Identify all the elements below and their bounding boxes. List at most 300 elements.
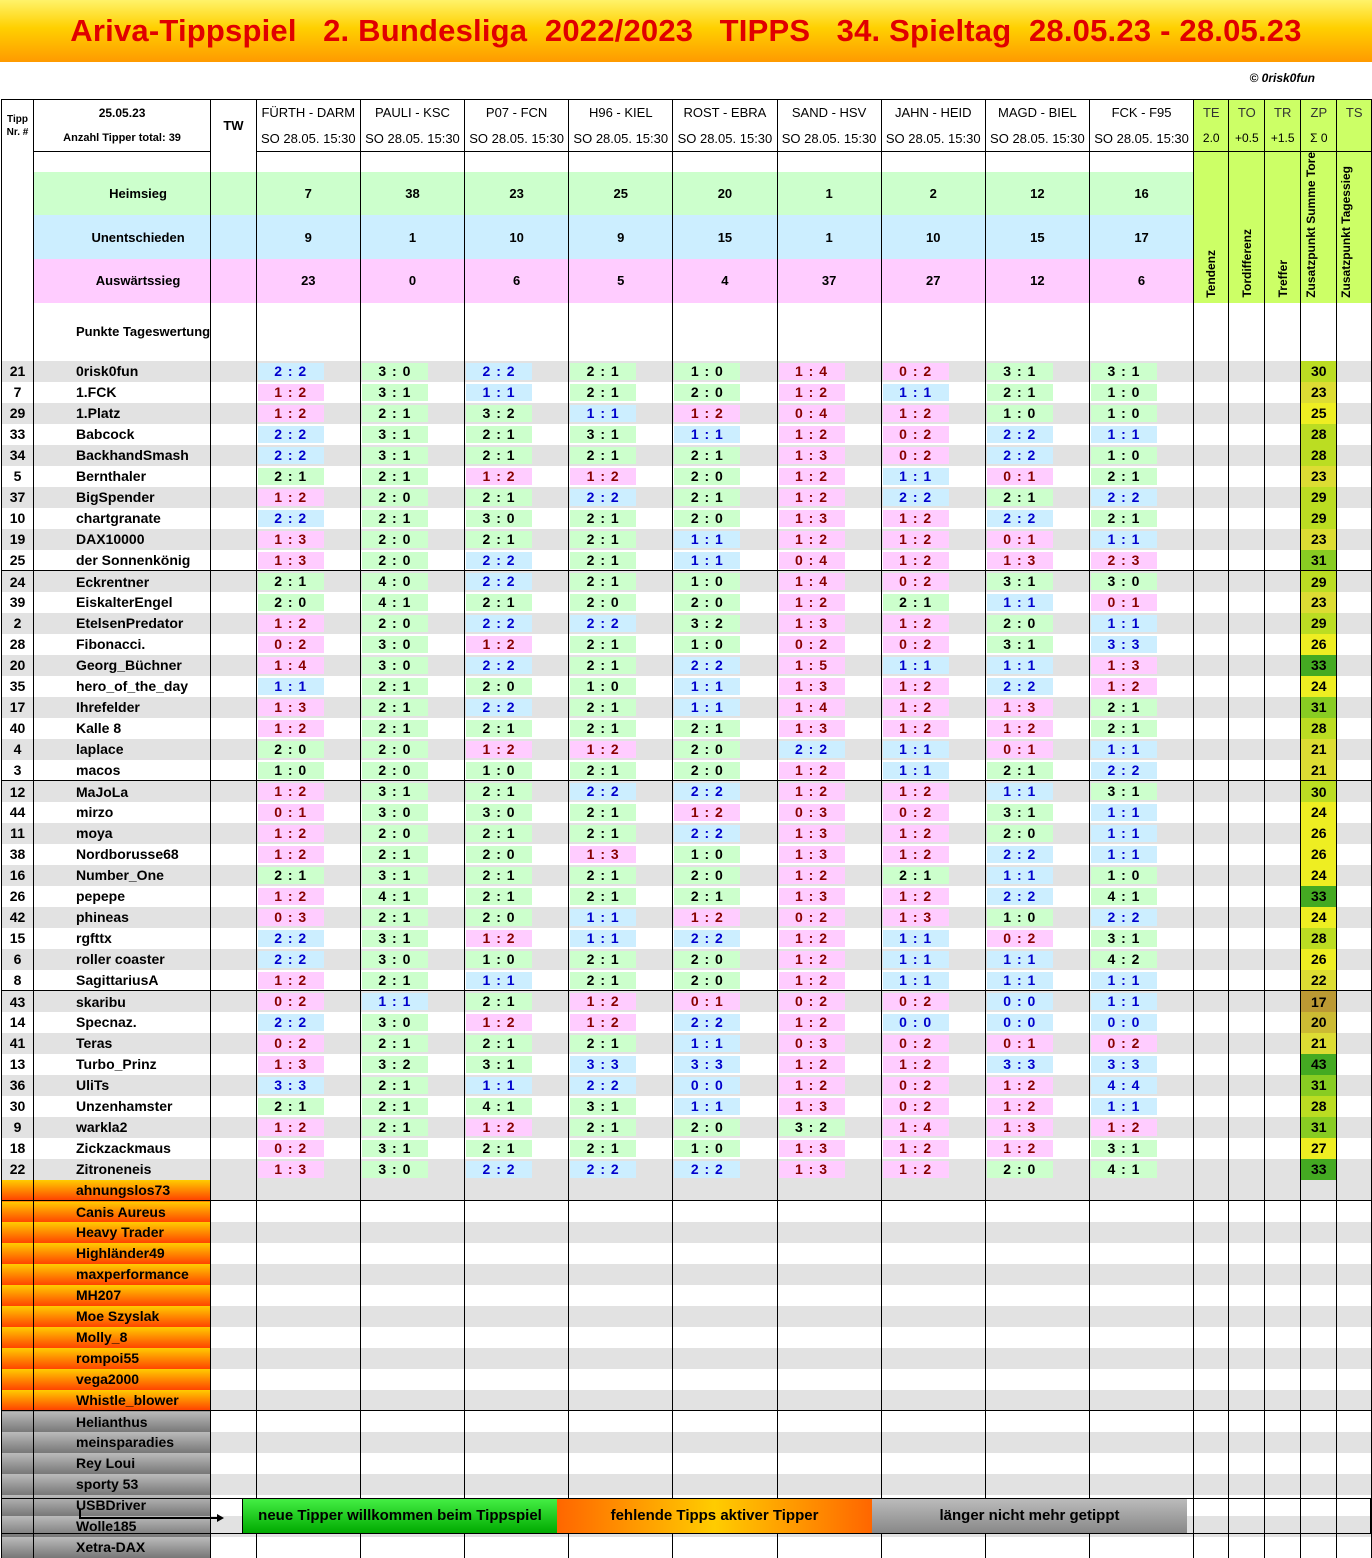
tip-value: 4 : 2 bbox=[1091, 951, 1157, 968]
tip-value: 2 : 2 bbox=[258, 363, 324, 380]
date-header: 25.05.23 bbox=[34, 100, 211, 126]
tip-value: 2 : 2 bbox=[674, 930, 740, 947]
tip-cell bbox=[465, 1054, 569, 1075]
tip-value: 1 : 1 bbox=[570, 930, 636, 947]
tip-cell bbox=[777, 991, 881, 1012]
tip-cell bbox=[465, 571, 569, 592]
tip-cell bbox=[360, 718, 464, 739]
tip-cell bbox=[256, 529, 360, 550]
legend-missing: fehlende Tipps aktiver Tipper bbox=[557, 1499, 872, 1533]
tip-value: 2 : 0 bbox=[362, 762, 428, 779]
tip-cell bbox=[360, 802, 464, 823]
tip-cell bbox=[360, 571, 464, 592]
player-nr: 13 bbox=[2, 1054, 34, 1075]
inactive-player-name: USBDriver bbox=[34, 1495, 211, 1516]
tip-cell bbox=[1089, 949, 1193, 970]
tip-cell bbox=[569, 550, 673, 571]
player-nr: 18 bbox=[2, 1138, 34, 1159]
tip-value: 2 : 2 bbox=[883, 489, 949, 506]
tip-cell bbox=[1089, 823, 1193, 844]
tip-cell bbox=[360, 382, 464, 403]
player-name: BackhandSmash bbox=[34, 445, 211, 466]
tip-value: 0 : 1 bbox=[1091, 594, 1157, 611]
tip-cell bbox=[777, 718, 881, 739]
zp-value: 26 bbox=[1301, 844, 1337, 865]
zp-value: 29 bbox=[1301, 487, 1337, 508]
zp-value: 23 bbox=[1301, 592, 1337, 613]
tip-cell bbox=[985, 592, 1089, 613]
tip-value: 2 : 2 bbox=[258, 1014, 324, 1031]
tip-value: 2 : 1 bbox=[570, 720, 636, 737]
player-row bbox=[2, 592, 1372, 613]
player-row bbox=[2, 382, 1372, 403]
missing-row bbox=[2, 1390, 1372, 1411]
tip-value: 2 : 2 bbox=[987, 426, 1053, 443]
tip-value: 2 : 1 bbox=[466, 867, 532, 884]
tip-value: 1 : 2 bbox=[466, 636, 532, 653]
tip-cell bbox=[985, 403, 1089, 424]
legend-new: neue Tipper willkommen beim Tippspiel bbox=[242, 1499, 557, 1533]
player-name: Nordborusse68 bbox=[34, 844, 211, 865]
tip-cell bbox=[569, 823, 673, 844]
heim-count-2: 23 bbox=[465, 172, 569, 216]
player-name: der Sonnenkönig bbox=[34, 550, 211, 571]
tip-cell bbox=[777, 928, 881, 949]
tip-value: 2 : 1 bbox=[987, 384, 1053, 401]
tip-cell bbox=[569, 760, 673, 781]
tip-cell bbox=[569, 508, 673, 529]
tip-cell bbox=[569, 1138, 673, 1159]
tip-cell bbox=[360, 739, 464, 760]
tip-value: 2 : 2 bbox=[674, 1014, 740, 1031]
tip-value: 1 : 1 bbox=[674, 678, 740, 695]
zp-value: 22 bbox=[1301, 970, 1337, 991]
tip-cell bbox=[985, 571, 1089, 592]
player-name: Babcock bbox=[34, 424, 211, 445]
tip-cell bbox=[985, 1159, 1089, 1180]
tip-cell bbox=[465, 424, 569, 445]
heim-count-5: 1 bbox=[777, 172, 881, 216]
tip-value: 3 : 0 bbox=[362, 951, 428, 968]
tip-cell bbox=[465, 676, 569, 697]
match-name-6: JAHN - HEID bbox=[881, 100, 985, 126]
zp-value: 29 bbox=[1301, 613, 1337, 634]
tip-value: 0 : 2 bbox=[258, 993, 324, 1010]
tip-cell bbox=[673, 886, 777, 907]
tip-value: 2 : 2 bbox=[1091, 762, 1157, 779]
tip-value: 1 : 1 bbox=[987, 657, 1053, 674]
player-row bbox=[2, 403, 1372, 424]
tip-cell bbox=[985, 508, 1089, 529]
zp-value: 21 bbox=[1301, 1033, 1337, 1054]
tip-cell bbox=[256, 592, 360, 613]
tip-cell bbox=[1089, 865, 1193, 886]
match-time-2: SO 28.05. 15:30 bbox=[465, 126, 569, 152]
tip-value: 2 : 1 bbox=[258, 867, 324, 884]
tip-cell bbox=[985, 1138, 1089, 1159]
tip-cell bbox=[256, 760, 360, 781]
tip-cell bbox=[881, 613, 985, 634]
tip-cell bbox=[673, 466, 777, 487]
tip-cell bbox=[1089, 529, 1193, 550]
tip-cell bbox=[256, 865, 360, 886]
tip-value: 2 : 1 bbox=[570, 804, 636, 821]
tip-value: 1 : 2 bbox=[883, 1161, 949, 1178]
tip-value: 2 : 1 bbox=[570, 762, 636, 779]
player-row bbox=[2, 1117, 1372, 1138]
player-name: roller coaster bbox=[34, 949, 211, 970]
tip-cell bbox=[881, 529, 985, 550]
tip-cell bbox=[256, 1033, 360, 1054]
tip-cell bbox=[881, 487, 985, 508]
tip-value: 1 : 1 bbox=[883, 951, 949, 968]
tip-cell bbox=[360, 1033, 464, 1054]
tip-cell bbox=[256, 361, 360, 382]
tip-value: 2 : 2 bbox=[466, 699, 532, 716]
tip-cell bbox=[465, 760, 569, 781]
tip-value: 0 : 1 bbox=[674, 993, 740, 1010]
tip-cell bbox=[360, 676, 464, 697]
score-val-tr: +1.5 bbox=[1265, 126, 1301, 152]
tip-cell bbox=[881, 718, 985, 739]
tip-cell bbox=[360, 823, 464, 844]
tip-cell bbox=[673, 928, 777, 949]
tip-cell bbox=[360, 1096, 464, 1117]
tip-cell bbox=[1089, 760, 1193, 781]
tip-cell bbox=[777, 802, 881, 823]
zp-value: 30 bbox=[1301, 781, 1337, 802]
player-row bbox=[2, 466, 1372, 487]
player-name: rgfttx bbox=[34, 928, 211, 949]
zp-value: 25 bbox=[1301, 403, 1337, 424]
tip-cell bbox=[465, 739, 569, 760]
match-time-4: SO 28.05. 15:30 bbox=[673, 126, 777, 152]
tip-cell bbox=[881, 1117, 985, 1138]
tip-cell bbox=[985, 445, 1089, 466]
tip-cell bbox=[465, 466, 569, 487]
tip-value: 0 : 4 bbox=[779, 552, 845, 569]
tip-cell bbox=[881, 1075, 985, 1096]
tip-value: 2 : 0 bbox=[362, 531, 428, 548]
tip-value: 1 : 2 bbox=[466, 468, 532, 485]
tip-value: 2 : 0 bbox=[674, 468, 740, 485]
tip-cell bbox=[985, 718, 1089, 739]
zp-value: 33 bbox=[1301, 1159, 1337, 1180]
tip-cell bbox=[881, 739, 985, 760]
tip-value: 1 : 2 bbox=[883, 783, 949, 800]
tip-cell bbox=[777, 1075, 881, 1096]
tip-cell bbox=[881, 949, 985, 970]
tip-cell bbox=[256, 697, 360, 718]
tip-cell bbox=[673, 823, 777, 844]
zp-value: 26 bbox=[1301, 823, 1337, 844]
tip-value: 0 : 2 bbox=[258, 1140, 324, 1157]
tip-value: 2 : 0 bbox=[674, 594, 740, 611]
tip-cell bbox=[777, 1054, 881, 1075]
tip-cell bbox=[569, 1033, 673, 1054]
tip-cell bbox=[881, 1096, 985, 1117]
missing-player-name: Molly_8 bbox=[34, 1327, 211, 1348]
ausw-count-3: 5 bbox=[569, 259, 673, 303]
match-time-0: SO 28.05. 15:30 bbox=[256, 126, 360, 152]
tip-value: 2 : 1 bbox=[466, 531, 532, 548]
tip-cell bbox=[569, 970, 673, 991]
tip-value: 0 : 3 bbox=[779, 804, 845, 821]
tip-cell bbox=[465, 928, 569, 949]
tip-value: 2 : 2 bbox=[987, 510, 1053, 527]
tip-value: 2 : 1 bbox=[570, 699, 636, 716]
player-nr: 19 bbox=[2, 529, 34, 550]
zp-value: 24 bbox=[1301, 676, 1337, 697]
tip-cell bbox=[1089, 844, 1193, 865]
tip-cell bbox=[777, 844, 881, 865]
inactive-player-name: Wolle185 bbox=[34, 1516, 211, 1537]
player-name: Specnaz. bbox=[34, 1012, 211, 1033]
tip-cell bbox=[465, 550, 569, 571]
match-name-8: FCK - F95 bbox=[1089, 100, 1193, 126]
tip-value: 2 : 2 bbox=[258, 930, 324, 947]
tip-cell bbox=[1089, 718, 1193, 739]
tip-cell bbox=[777, 1117, 881, 1138]
tip-value: 2 : 0 bbox=[362, 615, 428, 632]
tip-value: 1 : 1 bbox=[883, 468, 949, 485]
tip-cell bbox=[256, 823, 360, 844]
player-nr: 40 bbox=[2, 718, 34, 739]
tip-value: 1 : 1 bbox=[1091, 1098, 1157, 1115]
tip-value: 0 : 2 bbox=[883, 993, 949, 1010]
tip-value: 2 : 1 bbox=[570, 972, 636, 989]
tip-cell bbox=[256, 613, 360, 634]
tip-value: 4 : 1 bbox=[1091, 888, 1157, 905]
tip-cell bbox=[1089, 1075, 1193, 1096]
tip-cell bbox=[1089, 382, 1193, 403]
tip-cell bbox=[1089, 697, 1193, 718]
tip-cell bbox=[673, 949, 777, 970]
tip-value: 1 : 2 bbox=[466, 741, 532, 758]
player-name: SagittariusA bbox=[34, 970, 211, 991]
tip-value: 2 : 2 bbox=[674, 783, 740, 800]
tip-value: 3 : 1 bbox=[362, 1140, 428, 1157]
tip-value: 2 : 1 bbox=[466, 447, 532, 464]
tip-cell bbox=[1089, 1096, 1193, 1117]
player-row bbox=[2, 802, 1372, 823]
tip-value: 1 : 3 bbox=[258, 1056, 324, 1073]
tip-value: 1 : 2 bbox=[466, 930, 532, 947]
tip-value: 3 : 0 bbox=[362, 804, 428, 821]
player-nr: 39 bbox=[2, 592, 34, 613]
tip-value: 3 : 1 bbox=[1091, 783, 1157, 800]
inactive-row bbox=[2, 1474, 1372, 1495]
tip-cell bbox=[881, 823, 985, 844]
tip-cell bbox=[985, 844, 1089, 865]
player-name: EiskalterEngel bbox=[34, 592, 211, 613]
tip-cell bbox=[256, 928, 360, 949]
player-row bbox=[2, 424, 1372, 445]
tip-value: 3 : 1 bbox=[570, 426, 636, 443]
tip-value: 1 : 4 bbox=[883, 1119, 949, 1136]
player-name: Eckrentner bbox=[34, 571, 211, 592]
tip-cell bbox=[256, 403, 360, 424]
tip-value: 2 : 2 bbox=[674, 657, 740, 674]
tip-cell bbox=[881, 445, 985, 466]
tip-value: 1 : 2 bbox=[779, 1014, 845, 1031]
tip-value: 2 : 1 bbox=[987, 762, 1053, 779]
player-name: 0risk0fun bbox=[34, 361, 211, 382]
tip-cell bbox=[673, 487, 777, 508]
tip-cell bbox=[881, 991, 985, 1012]
tip-value: 2 : 1 bbox=[570, 657, 636, 674]
player-name: Teras bbox=[34, 1033, 211, 1054]
tip-value: 1 : 4 bbox=[779, 363, 845, 380]
tip-cell bbox=[256, 466, 360, 487]
tip-value: 2 : 1 bbox=[362, 678, 428, 695]
tip-value: 1 : 0 bbox=[1091, 384, 1157, 401]
missing-player-name: ahnungslos73 bbox=[34, 1180, 211, 1201]
tip-value: 3 : 3 bbox=[570, 1056, 636, 1073]
tip-cell bbox=[673, 865, 777, 886]
tip-cell bbox=[777, 487, 881, 508]
tip-value: 2 : 1 bbox=[362, 1119, 428, 1136]
tip-value: 2 : 2 bbox=[570, 489, 636, 506]
tip-value: 2 : 1 bbox=[466, 993, 532, 1010]
tip-value: 3 : 2 bbox=[674, 615, 740, 632]
tip-value: 2 : 1 bbox=[466, 720, 532, 737]
player-nr: 2 bbox=[2, 613, 34, 634]
tip-value: 2 : 2 bbox=[779, 741, 845, 758]
tip-value: 1 : 1 bbox=[987, 951, 1053, 968]
tip-cell bbox=[881, 697, 985, 718]
tip-value: 1 : 2 bbox=[883, 678, 949, 695]
tip-value: 2 : 1 bbox=[570, 510, 636, 527]
tip-cell bbox=[985, 487, 1089, 508]
tip-value: 2 : 2 bbox=[570, 615, 636, 632]
tip-cell bbox=[985, 760, 1089, 781]
tip-cell bbox=[569, 949, 673, 970]
tip-value: 2 : 1 bbox=[362, 1077, 428, 1094]
tip-cell bbox=[985, 1054, 1089, 1075]
tip-cell bbox=[673, 592, 777, 613]
missing-row bbox=[2, 1327, 1372, 1348]
missing-row bbox=[2, 1369, 1372, 1390]
tip-value: 1 : 0 bbox=[466, 762, 532, 779]
tip-cell bbox=[777, 1033, 881, 1054]
score-val-to: +0.5 bbox=[1229, 126, 1265, 152]
tip-value: 2 : 1 bbox=[987, 489, 1053, 506]
tip-value: 2 : 2 bbox=[466, 552, 532, 569]
tip-value: 1 : 2 bbox=[258, 846, 324, 863]
tip-cell bbox=[360, 1054, 464, 1075]
tip-cell bbox=[360, 403, 464, 424]
tip-cell bbox=[881, 550, 985, 571]
tip-cell bbox=[673, 550, 777, 571]
tip-value: 2 : 2 bbox=[674, 825, 740, 842]
tip-value: 0 : 0 bbox=[1091, 1014, 1157, 1031]
player-name: Kalle 8 bbox=[34, 718, 211, 739]
tip-cell bbox=[569, 529, 673, 550]
tip-value: 2 : 2 bbox=[466, 573, 532, 590]
tip-cell bbox=[465, 655, 569, 676]
player-name: EtelsenPredator bbox=[34, 613, 211, 634]
tip-value: 2 : 2 bbox=[1091, 489, 1157, 506]
ausw-count-8: 6 bbox=[1089, 259, 1193, 303]
tip-value: 2 : 1 bbox=[883, 594, 949, 611]
tip-cell bbox=[777, 655, 881, 676]
tip-cell bbox=[360, 1075, 464, 1096]
unent-count-1: 1 bbox=[360, 215, 464, 259]
tip-cell bbox=[569, 655, 673, 676]
missing-row bbox=[2, 1180, 1372, 1201]
tip-cell bbox=[673, 1033, 777, 1054]
tip-cell bbox=[985, 802, 1089, 823]
match-name-3: H96 - KIEL bbox=[569, 100, 673, 126]
tip-value: 3 : 3 bbox=[1091, 1056, 1157, 1073]
tip-cell bbox=[1089, 403, 1193, 424]
tip-cell bbox=[1089, 445, 1193, 466]
tip-cell bbox=[985, 907, 1089, 928]
tip-cell bbox=[985, 949, 1089, 970]
tip-value: 1 : 1 bbox=[987, 783, 1053, 800]
tip-cell bbox=[985, 424, 1089, 445]
player-row bbox=[2, 529, 1372, 550]
zp-value: 31 bbox=[1301, 550, 1337, 571]
tip-value: 0 : 1 bbox=[987, 1035, 1053, 1052]
player-row bbox=[2, 445, 1372, 466]
tip-cell bbox=[673, 991, 777, 1012]
tip-cell bbox=[985, 613, 1089, 634]
score-label-zp: Zusatzpunkt Summe Tore bbox=[1301, 152, 1337, 303]
missing-player-name: Whistle_blower bbox=[34, 1390, 211, 1411]
match-time-8: SO 28.05. 15:30 bbox=[1089, 126, 1193, 152]
unent-count-0: 9 bbox=[256, 215, 360, 259]
player-row bbox=[2, 739, 1372, 760]
tip-cell bbox=[360, 1159, 464, 1180]
tip-value: 1 : 2 bbox=[674, 804, 740, 821]
tip-value: 1 : 1 bbox=[466, 1077, 532, 1094]
tip-value: 1 : 3 bbox=[779, 846, 845, 863]
tip-value: 0 : 3 bbox=[779, 1035, 845, 1052]
tip-value: 1 : 2 bbox=[258, 384, 324, 401]
zp-value: 21 bbox=[1301, 739, 1337, 760]
tip-value: 2 : 2 bbox=[258, 426, 324, 443]
tip-value: 4 : 0 bbox=[362, 573, 428, 590]
match-name-5: SAND - HSV bbox=[777, 100, 881, 126]
tip-cell bbox=[256, 571, 360, 592]
tip-cell bbox=[881, 571, 985, 592]
tip-cell bbox=[673, 655, 777, 676]
tip-cell bbox=[777, 1096, 881, 1117]
unent-count-7: 15 bbox=[985, 215, 1089, 259]
tip-value: 1 : 2 bbox=[779, 762, 845, 779]
tip-value: 0 : 0 bbox=[987, 1014, 1053, 1031]
tip-value: 1 : 2 bbox=[674, 405, 740, 422]
tip-value: 0 : 1 bbox=[987, 531, 1053, 548]
tip-value: 3 : 1 bbox=[1091, 1140, 1157, 1157]
tip-cell bbox=[1089, 1012, 1193, 1033]
tip-value: 2 : 1 bbox=[674, 888, 740, 905]
tip-cell bbox=[569, 613, 673, 634]
tip-value: 0 : 2 bbox=[883, 1035, 949, 1052]
player-row bbox=[2, 886, 1372, 907]
zp-value: 24 bbox=[1301, 865, 1337, 886]
tip-value: 1 : 2 bbox=[987, 1077, 1053, 1094]
tip-cell bbox=[569, 403, 673, 424]
tip-value: 2 : 1 bbox=[362, 468, 428, 485]
tip-cell bbox=[360, 445, 464, 466]
player-nr: 16 bbox=[2, 865, 34, 886]
player-name: Zickzackmaus bbox=[34, 1138, 211, 1159]
unent-count-2: 10 bbox=[465, 215, 569, 259]
heim-count-7: 12 bbox=[985, 172, 1089, 216]
